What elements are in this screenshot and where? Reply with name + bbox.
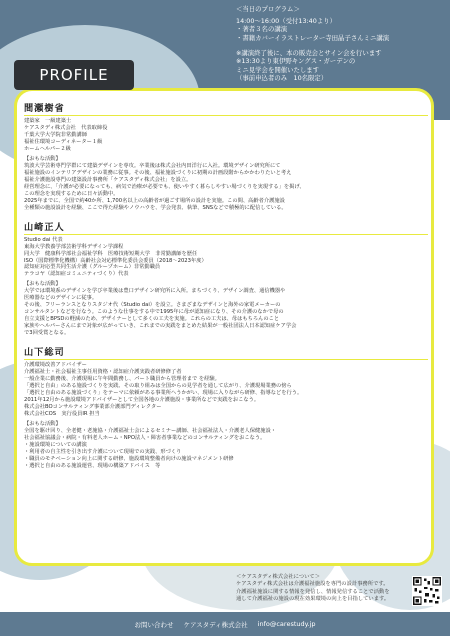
speaker-profile (24, 344, 428, 470)
bio-line: 株式会社COS 実行役員IR 担当 (24, 410, 100, 417)
bio-line: 一般企業に勤務後、介護現場に午年間勤務し、パート職員から管理者まで を経験。 (24, 376, 220, 383)
contact-email-link[interactable]: info@carestudy.jp (257, 620, 316, 628)
activity-line: コンサルタントなどを行なう。このような仕事をする中で1995年に母が認知症になり、その介護のなかで母の (24, 309, 284, 316)
activity-line: ・利用者の自主性を引き出す介護について現場での実践、形づくり (24, 448, 182, 455)
profile-card (14, 88, 434, 566)
activity-line: 社会福祉協議会・病院・有料老人ホーム・NPO法人・障害者事業などのコンサルティングをおこなう。 (24, 434, 266, 441)
activity-line: 福祉施設のインテリアデザインの業務に従事。その後、福祉施設づくりに初期の計画段階からかかわりたいと考え (24, 169, 292, 176)
speaker-name: 山崎正人 (24, 219, 428, 235)
contact-company: ケアスタディ株式会社 (183, 620, 248, 629)
program-line: ・書籍カバーイラストレーター寺田晶子さんミニ講演 (236, 33, 390, 42)
program-note: ミニ見学会を開催いたします (236, 65, 320, 74)
company-info-line: ケアスタディ株式会社は介護福祉施設を専門の設計事務所です。 (236, 581, 389, 588)
bio-line: テラコヤ（認知症コミュニティづくり）代表 (24, 271, 129, 278)
activity-line: 医療器などのデザインに従事。 (24, 295, 98, 302)
activity-line: ・職員のモチベーション向上に関する研修、施設環境整備者向けの施設マネジメント研修 (24, 455, 234, 462)
program-note: ※講演終了後に、本の販売会とサイン会を行います (236, 48, 382, 57)
activity-line: 福祉介護施設専門の建築設計事務所「ケアスタディ株式会社」を設立。 (24, 176, 192, 183)
speaker-profile (24, 219, 428, 338)
bio-line: 介護福祉士・社会福祉主事任用資格・認知症介護実践者研修修了者 (24, 369, 182, 376)
activity-line: この理念を実現するために日々活動中。 (24, 190, 119, 197)
activity-line: ・施設環境についての講演 (24, 441, 87, 448)
activity-line: で3回受賞となる。 (24, 330, 70, 337)
activity-line: 大学では環境系のデザインを学び卒業後は豊口デザイン研究所に入所。まちづくり、デザイン調査、通信機器や (24, 288, 286, 295)
qr-code-icon[interactable] (412, 576, 442, 606)
bio-line: 介護環境改善アドバイザー (24, 362, 87, 369)
bio-line: 千葉大学大学院非常勤講師 (24, 131, 87, 138)
company-info-line: ＜ケアスタディ株式会社について＞ (236, 574, 321, 580)
bio-line: Studio dai 代表 (24, 236, 63, 243)
bio-line: 「選択と自由のある施設づくり」をテーマに依頼がある事業所へうかがい、現場に入りながら研修、指導などを行う。 (24, 390, 303, 397)
company-info-line: 通して介護福祉の施設の現在効果環境の向上を目指しています。 (236, 595, 390, 602)
activity-line: 自立支援とBPSDの軽減のため、デザイナーとして多くの工夫を実施。これらの工夫は、母はもちろんのこと (24, 316, 280, 323)
program-title: ＜当日のプログラム＞ (236, 5, 300, 13)
bio-line: ケアスタディ株式会社 代表取締役 (24, 124, 108, 131)
activity-line: その後、フリーランスとなりスタジオ代（Studio dai）を設立。さまざまなデザインと海外の家電メーカーの (24, 302, 281, 309)
speaker-profile (24, 100, 428, 212)
activity-heading: 【おもな活動】 (24, 281, 61, 288)
bio-line: 「選択と自由」のある施設づくりを実践、その取り組みは全国からの見学者を通して広がり、介護現場業務の傍ら (24, 383, 292, 390)
profile-heading: PROFILE (14, 60, 134, 90)
activity-heading: 【おもな活動】 (24, 420, 61, 427)
contact-label: お問い合わせ (134, 620, 174, 629)
speaker-name: 山下総司 (24, 344, 428, 360)
activity-line: 経営理念に、「介護が必要になっても、病気で治療が必要でも、使いやすく暮らしやすい場づくりを実現する」を掲げ、 (24, 183, 305, 190)
bio-line: 同大学 健康科学部社会福祉学科 医療技術短期大学 非常勤講師を歴任 (24, 250, 198, 257)
activity-line: 全種類の施設設計を経験、ここで得た経験やノウハウを、学会発表、執筆、SNSなどで積極的に配信している。 (24, 204, 287, 211)
company-info-line: 介護福祉施設に関する情報を発信し、情報発信することで活動を (236, 588, 390, 595)
bio-line: 福祉住環境コーディネーター１級 (24, 138, 103, 145)
activity-line: 筑波大学芸術専門学群にて建築デザインを専攻。卒業後は株式会社内田洋行に入社。環境デザイン研究所にて (24, 162, 281, 169)
activity-line: 2025年までに、全国で約40か所、1,700名以上の高齢者が過ごす場所の設計を実施。この間、高齢者介護施設 (24, 197, 285, 204)
activity-line: 全国を駆け回り、全老健・老施協・介護福祉士会によるセミナー講師、社会福祉法人・介護老人保健施設・ (24, 427, 276, 434)
program-note: ※13:30より東伊野キングス・ガーデンの (236, 57, 356, 66)
company-info (236, 574, 406, 603)
activity-line: 家族やヘルパーさんにまで対象が広がっていき、これまでの実践をまとめた結果が一般社団法人日本認知症ケア学会 (24, 323, 297, 330)
bio-line: ホームヘルパー２級 (24, 145, 71, 152)
speaker-name: 間瀬樹省 (24, 100, 428, 116)
program-line: ・著者３名の講演 (236, 25, 288, 34)
bio-line: 認知症対応型共同生活介護（グループホーム）非常勤職員 (24, 264, 161, 271)
bio-line: ISO（国際標準化機構）高齢社会対応標準化委員会委員（2018～2023年度） (24, 257, 207, 264)
bio-line: 建築家 一級建築士 (24, 118, 72, 124)
bio-line: 株式会社BOコンサルティング事業部介護部門ディレクター (24, 403, 162, 410)
contact-footer (0, 612, 450, 636)
activity-heading: 【おもな活動】 (24, 155, 61, 162)
bio-line: 東海大学教養学部芸術学科デザイン学課程 (24, 243, 124, 250)
program-line: 14:00～16:00（受付13:40より） (236, 16, 336, 25)
bio-line: 2011年12月から施設環境アドバイザーとして全国各地の介護施設・事業所などで実践をおこなう。 (24, 397, 260, 403)
event-program (236, 5, 448, 83)
program-note: （事前申込者のみ 10名限定） (236, 74, 328, 83)
activity-line: ・選択と自由のある施設運営、現場の構築アドバイス 等 (24, 462, 161, 469)
